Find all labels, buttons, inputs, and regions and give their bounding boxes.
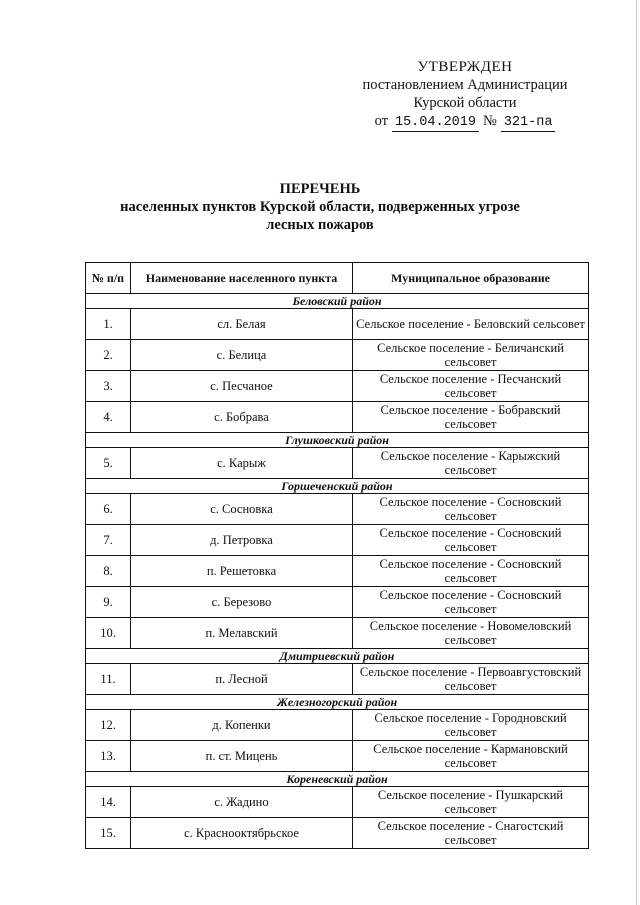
row-num: 15.	[86, 818, 131, 849]
row-num: 14.	[86, 787, 131, 818]
district-name: Кореневский район	[86, 772, 589, 787]
row-municipality: Сельское поселение - Сосновский сельсовет	[353, 525, 589, 556]
row-settlement: с. Песчаное	[131, 371, 353, 402]
approval-authority: постановлением Администрации	[362, 77, 568, 93]
district-row	[86, 479, 589, 494]
row-settlement: д. Петровка	[131, 525, 353, 556]
row-num: 9.	[86, 587, 131, 618]
row-municipality: Сельское поселение - Сосновский сельсовет	[353, 556, 589, 587]
row-settlement: п. Мелавский	[131, 618, 353, 649]
row-settlement: д. Копенки	[131, 710, 353, 741]
table-row	[86, 818, 589, 849]
row-num: 5.	[86, 448, 131, 479]
row-num: 7.	[86, 525, 131, 556]
row-num: 3.	[86, 371, 131, 402]
approval-stamp-block	[340, 58, 590, 132]
settlements-table	[85, 262, 589, 849]
table-row	[86, 587, 589, 618]
table-row	[86, 710, 589, 741]
row-num: 4.	[86, 402, 131, 433]
row-settlement: с. Бобрава	[131, 402, 353, 433]
row-num: 2.	[86, 340, 131, 371]
row-num: 13.	[86, 741, 131, 772]
district-name: Беловский район	[86, 294, 589, 309]
row-municipality: Сельское поселение - Бобравский сельсовет	[353, 402, 589, 433]
district-row	[86, 294, 589, 309]
number-sign: №	[482, 113, 497, 129]
approval-number: 321-па	[501, 115, 556, 132]
row-settlement: с. Жадино	[131, 787, 353, 818]
district-row	[86, 433, 589, 448]
row-num: 12.	[86, 710, 131, 741]
row-municipality: Сельское поселение - Сосновский сельсовет	[353, 494, 589, 525]
row-num: 11.	[86, 664, 131, 695]
row-municipality: Сельское поселение - Беловский сельсовет	[353, 309, 589, 340]
row-municipality: Сельское поселение - Песчанский сельсовет	[353, 371, 589, 402]
row-municipality: Сельское поселение - Сосновский сельсовет	[353, 587, 589, 618]
row-municipality: Сельское поселение - Снагостский сельсовет	[353, 818, 589, 849]
row-num: 6.	[86, 494, 131, 525]
table-row	[86, 787, 589, 818]
row-settlement: с. Белица	[131, 340, 353, 371]
district-name: Глушковский район	[86, 433, 589, 448]
district-row	[86, 695, 589, 710]
row-num: 1.	[86, 309, 131, 340]
table-row	[86, 741, 589, 772]
document-title	[90, 180, 550, 234]
approval-region: Курской области	[413, 95, 517, 111]
district-row	[86, 649, 589, 664]
table-header-row	[86, 263, 589, 294]
row-municipality: Сельское поселение - Пушкарский сельсовет	[353, 787, 589, 818]
row-municipality: Сельское поселение - Новомеловский сельсовет	[353, 618, 589, 649]
table-row	[86, 371, 589, 402]
row-settlement: с. Сосновка	[131, 494, 353, 525]
row-municipality: Сельское поселение - Карыжский сельсовет	[353, 448, 589, 479]
row-municipality: Сельское поселение - Беличанский сельсовет	[353, 340, 589, 371]
header-name: Наименование населенного пункта	[131, 263, 353, 294]
district-name: Горшеченский район	[86, 479, 589, 494]
approval-date-line	[340, 112, 590, 132]
row-settlement: с. Березово	[131, 587, 353, 618]
row-num: 8.	[86, 556, 131, 587]
row-settlement: п. Решетовка	[131, 556, 353, 587]
scan-edge-line	[636, 0, 637, 905]
table-row	[86, 525, 589, 556]
title-heading: ПЕРЕЧЕНЬ	[279, 181, 361, 197]
header-num: № п/п	[86, 263, 131, 294]
table-row	[86, 556, 589, 587]
table-row	[86, 618, 589, 649]
district-row	[86, 772, 589, 787]
row-municipality: Сельское поселение - Кармановский сельсовет	[353, 741, 589, 772]
row-municipality: Сельское поселение - Первоавгустовский сельсовет	[353, 664, 589, 695]
table-row	[86, 340, 589, 371]
title-subtitle: населенных пунктов Курской области, подверженных угрозе	[120, 199, 520, 215]
row-settlement: с. Карыж	[131, 448, 353, 479]
row-municipality: Сельское поселение - Городновский сельсовет	[353, 710, 589, 741]
row-num: 10.	[86, 618, 131, 649]
date-prefix: от	[374, 113, 388, 129]
approval-heading: УТВЕРЖДЕН	[417, 59, 513, 75]
row-settlement: п. Лесной	[131, 664, 353, 695]
district-name: Дмитриевский район	[86, 649, 589, 664]
district-name: Железногорский район	[86, 695, 589, 710]
table-row	[86, 402, 589, 433]
title-subtitle-cont: лесных пожаров	[266, 217, 374, 233]
row-settlement: с. Краснооктябрьское	[131, 818, 353, 849]
approval-date: 15.04.2019	[392, 115, 479, 132]
table-row	[86, 494, 589, 525]
header-municipality: Муниципальное образование	[353, 263, 589, 294]
row-settlement: п. ст. Мицень	[131, 741, 353, 772]
row-settlement: сл. Белая	[131, 309, 353, 340]
table-row	[86, 309, 589, 340]
table-row	[86, 664, 589, 695]
table-row	[86, 448, 589, 479]
